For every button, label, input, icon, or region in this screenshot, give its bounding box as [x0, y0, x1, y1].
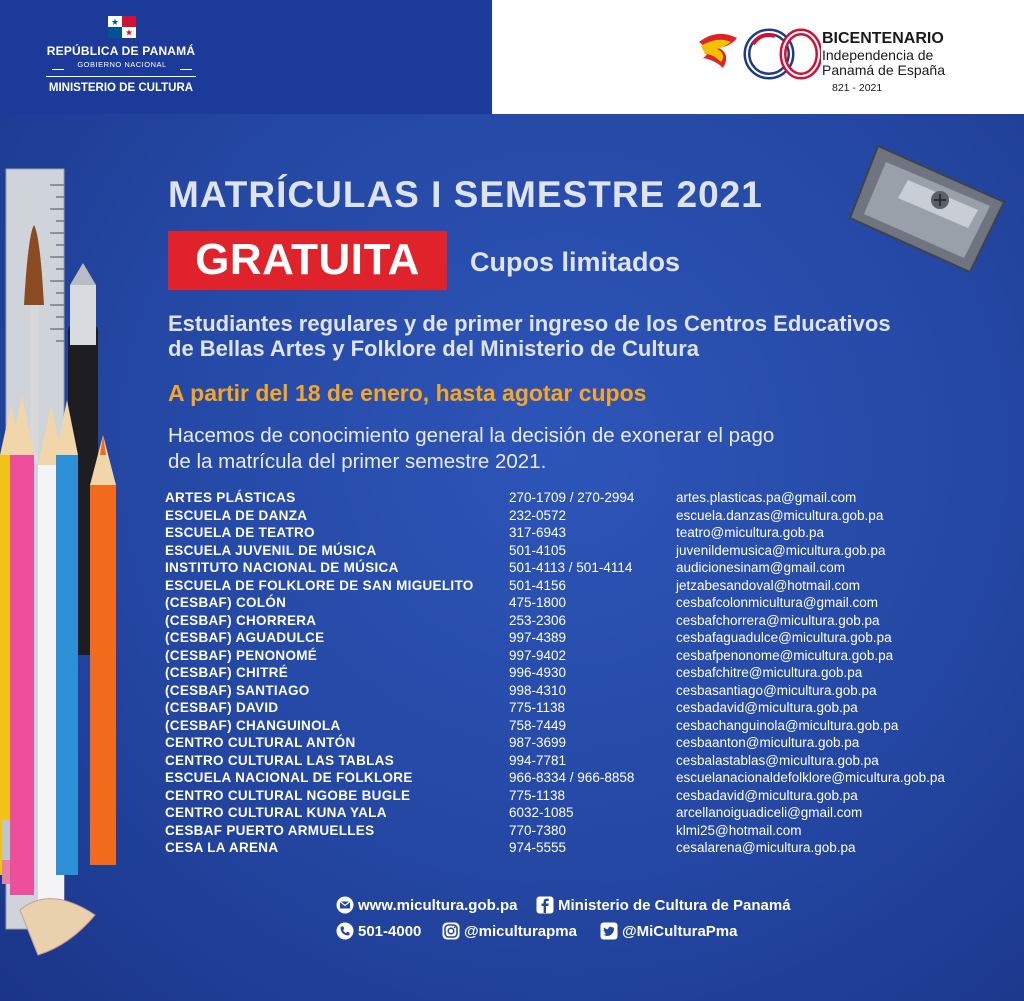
school-phone: 232-0572 [509, 507, 567, 523]
table-row [165, 788, 995, 806]
government-header [0, 0, 492, 114]
school-email[interactable]: cesbalastablas@micultura.gob.pa [676, 752, 879, 768]
table-row [165, 683, 995, 701]
school-email[interactable]: jetzabesandoval@hotmail.com [676, 577, 861, 593]
school-name: (CESBAF) SANTIAGO [165, 682, 310, 698]
school-name: CENTRO CULTURAL NGOBE BUGLE [165, 787, 411, 803]
school-name: (CESBAF) AGUADULCE [165, 630, 325, 645]
header-divider [46, 76, 196, 77]
school-email[interactable]: audicionesinam@gmail.com [676, 560, 846, 575]
school-phone: 758-7449 [509, 717, 567, 733]
free-badge [168, 231, 447, 290]
phone-icon [336, 922, 354, 940]
school-phone: 775-1138 [509, 787, 566, 803]
school-email[interactable]: escuela.danzas@micultura.gob.pa [676, 507, 884, 523]
page-title: MATRÍCULAS I SEMESTRE 2021 [168, 174, 763, 215]
school-phone: 317-6943 [509, 525, 567, 540]
school-email[interactable]: cesbachanguinola@micultura.gob.pa [676, 717, 899, 733]
twitter-icon [600, 922, 618, 940]
table-row [165, 840, 995, 858]
facebook-link[interactable]: Ministerio de Cultura de Panamá [536, 896, 791, 914]
school-phone: 501-4113 / 501-4114 [509, 560, 633, 575]
instagram-icon [442, 922, 460, 940]
free-badge-label: GRATUITA [195, 235, 420, 284]
school-phone: 501-4156 [509, 577, 567, 593]
ministry-label: MINISTERIO DE CULTURA [48, 82, 194, 94]
school-email[interactable]: cesbafcolonmicultura@gmail.com [676, 595, 879, 610]
government-label: GOBIERNO NACIONAL [77, 60, 167, 69]
table-row [165, 613, 995, 631]
schools-table [165, 490, 995, 858]
school-name: ESCUELA JUVENIL DE MÚSICA [165, 542, 377, 558]
school-phone: 997-9402 [509, 647, 567, 663]
table-row [165, 560, 995, 578]
bicentennial-subtitle-2: Panamá de España [822, 62, 945, 78]
school-name: ESCUELA DE TEATRO [165, 525, 315, 540]
school-email[interactable]: cesbafpenonome@micultura.gob.pa [676, 647, 894, 663]
school-email[interactable]: cesbafaguadulce@micultura.gob.pa [676, 630, 892, 645]
table-row [165, 543, 995, 561]
table-row [165, 665, 995, 683]
colored-pencils-icon [0, 395, 116, 905]
school-supplies-illustration [0, 165, 135, 965]
school-email[interactable]: cesbadavid@micultura.gob.pa [676, 700, 858, 715]
school-phone: 6032-1085 [509, 805, 574, 820]
table-row [165, 753, 995, 771]
table-row [165, 648, 995, 666]
school-phone: 966-8334 / 966-8858 [509, 770, 635, 785]
table-row [165, 595, 995, 613]
table-row [165, 700, 995, 718]
school-phone: 996-4930 [509, 665, 567, 680]
website-link[interactable]: www.micultura.gob.pa [336, 896, 517, 914]
description: Hacemos de conocimiento general la decisión de exonerar el pago de la matrícula del primer semestre 2021. [168, 424, 775, 473]
school-phone: 775-1138 [509, 700, 566, 715]
table-row [165, 525, 995, 543]
school-phone: 987-3699 [509, 735, 567, 750]
school-email[interactable]: artes.plasticas.pa@gmail.com [676, 490, 857, 505]
table-row [165, 578, 995, 596]
school-phone: 253-2306 [509, 612, 567, 628]
bicentennial-logo [697, 24, 821, 84]
school-name: CENTRO CULTURAL ANTÓN [165, 735, 356, 750]
table-row [165, 770, 995, 788]
school-email[interactable]: cesbafchitre@micultura.gob.pa [676, 665, 863, 680]
school-email[interactable]: juvenildemusica@micultura.gob.pa [676, 542, 886, 558]
school-phone: 974-5555 [509, 840, 567, 855]
table-row [165, 805, 995, 823]
school-name: (CESBAF) CHITRÉ [165, 665, 288, 680]
school-name: (CESBAF) COLÓN [165, 595, 287, 610]
school-name: (CESBAF) PENONOMÉ [165, 647, 318, 663]
school-name: CENTRO CULTURAL LAS TABLAS [165, 752, 395, 768]
bicentennial-subtitle-1: Independencia de [822, 47, 934, 63]
school-email[interactable]: klmi25@hotmail.com [676, 822, 802, 838]
school-phone: 998-4310 [509, 682, 567, 698]
table-row [165, 508, 995, 526]
date-notice: A partir del 18 de enero, hasta agotar cupos [168, 380, 647, 406]
school-phone: 475-1800 [509, 595, 567, 610]
phone-link[interactable]: 501-4000 [336, 922, 421, 940]
table-row [165, 630, 995, 648]
school-name: ESCUELA NACIONAL DE FOLKLORE [165, 770, 413, 785]
mail-icon [336, 896, 354, 914]
school-phone: 997-4389 [509, 630, 567, 645]
school-name: CESBAF PUERTO ARMUELLES [165, 822, 375, 838]
republic-label: REPÚBLICA DE PANAMÁ [46, 44, 196, 58]
school-name: ESCUELA DE FOLKLORE DE SAN MIGUELITO [165, 577, 474, 593]
sharpener-icon [848, 140, 1006, 275]
school-email[interactable]: cesbaanton@micultura.gob.pa [676, 735, 860, 750]
school-name: ARTES PLÁSTICAS [165, 490, 296, 505]
instagram-link[interactable]: @miculturapma [442, 922, 577, 940]
school-name: (CESBAF) CHORRERA [165, 612, 317, 628]
twitter-link[interactable]: @MiCulturaPma [600, 922, 737, 940]
school-name: INSTITUTO NACIONAL DE MÚSICA [165, 560, 399, 575]
school-name: (CESBAF) DAVID [165, 700, 279, 715]
table-row [165, 823, 995, 841]
limited-spots-label: Cupos limitados [470, 247, 681, 277]
school-phone: 770-7380 [509, 822, 567, 838]
school-email[interactable]: teatro@micultura.gob.pa [676, 525, 825, 540]
school-email[interactable]: cesbadavid@micultura.gob.pa [676, 787, 858, 803]
bicentennial-title: BICENTENARIO [822, 30, 944, 47]
school-email[interactable]: escuelanacionaldefolklore@micultura.gob.pa [676, 770, 945, 785]
panama-flag-icon [108, 16, 136, 38]
bicentennial-years: 821 - 2021 [832, 82, 883, 94]
table-row [165, 718, 995, 736]
school-phone: 501-4105 [509, 542, 567, 558]
school-email[interactable]: cesalarena@micultura.gob.pa [676, 840, 856, 855]
audience-subheading: Estudiantes regulares y de primer ingreso de los Centros Educativos de Bellas Artes y Folklore del Ministerio de Cultura [168, 311, 891, 361]
table-row [165, 735, 995, 753]
pencil-shavings-icon [20, 899, 95, 955]
school-email[interactable]: arcellanoiguadiceli@gmail.com [676, 805, 863, 820]
table-row [165, 490, 995, 508]
school-name: CESA LA ARENA [165, 840, 279, 855]
school-name: ESCUELA DE DANZA [165, 507, 308, 523]
school-email[interactable]: cesbasantiago@micultura.gob.pa [676, 682, 877, 698]
school-phone: 270-1709 / 270-2994 [509, 490, 635, 505]
school-name: (CESBAF) CHANGUINOLA [165, 717, 341, 733]
school-phone: 994-7781 [509, 752, 567, 768]
school-name: CENTRO CULTURAL KUNA YALA [165, 805, 387, 820]
facebook-icon [536, 896, 554, 914]
school-email[interactable]: cesbafchorrera@micultura.gob.pa [676, 612, 880, 628]
